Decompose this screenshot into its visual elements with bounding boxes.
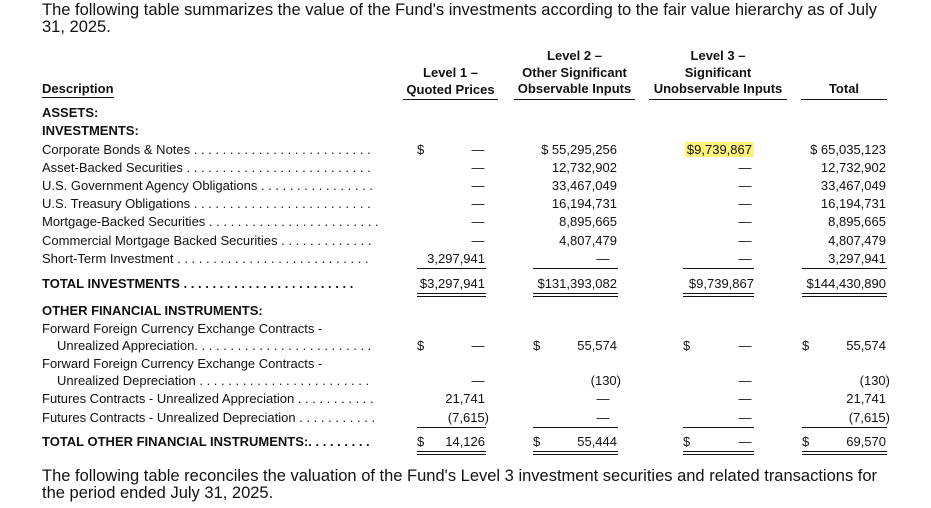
row-label-corporate-bonds: Corporate Bonds & Notes . . . . . . . . . . . . . . . . . . . . . . . . . (42, 142, 371, 157)
dash-l2-sti: — (596, 251, 610, 266)
dash-l2-fut-app: — (596, 391, 610, 406)
dash-l3-mbs: — (738, 214, 752, 229)
rule-l2 (533, 268, 618, 269)
l1-fut-app: 21,741 (445, 391, 485, 406)
header-level3: Level 3 – Significant Unobservable Inputs (649, 48, 787, 100)
header-description: Description (42, 81, 114, 96)
total-total-other: 69,570 (846, 434, 886, 449)
row-label-fx-app-1: Forward Foreign Currency Exchange Contracts - (42, 321, 323, 336)
dash-l1-abs: — (471, 160, 485, 175)
l2-cmbs: 4,807,479 (559, 233, 617, 248)
l3-corp (664, 142, 754, 158)
row-label-cmbs: Commercial Mortgage Backed Securities . . . . . . . . . . . . . (42, 233, 372, 248)
dollar-sign: $ (533, 338, 541, 353)
l1-fut-dep: (7,615) (447, 410, 489, 425)
rule-l2-other (533, 427, 618, 428)
section-other-financial: OTHER FINANCIAL INSTRUMENTS: (42, 303, 263, 318)
dash-l1-corp: — (471, 142, 485, 157)
double-rule-l3-other (683, 451, 754, 455)
rule-total-other (802, 427, 887, 428)
l2-corp: $ 55,295,256 (541, 142, 617, 157)
dollar-sign: $ (802, 434, 810, 449)
header-total: Total (801, 81, 887, 100)
row-label-fx-dep-2: Unrealized Depreciation . . . . . . . . . . . . . . . . . . . . . . . . (57, 373, 370, 388)
l3-total-inv: $9,739,867 (688, 276, 754, 291)
l2-total-other: 55,444 (577, 434, 617, 449)
row-label-short-term: Short-Term Investment . . . . . . . . . . . . . . . . . . . . . . . . . . . (42, 251, 369, 266)
dash-l3-fx-app: — (738, 338, 752, 353)
total-treasury: 16,194,731 (820, 196, 886, 211)
l2-agency: 33,467,049 (551, 178, 617, 193)
dash-l2-fut-dep: — (596, 410, 610, 425)
l2-mbs: 8,895,665 (559, 214, 617, 229)
l1-sti: 3,297,941 (427, 251, 485, 266)
double-rule-total-other (802, 451, 887, 455)
rule-l3 (683, 268, 754, 269)
dash-l3-abs: — (738, 160, 752, 175)
dollar-sign: $ (802, 338, 810, 353)
l2-fx-dep: (130) (590, 373, 621, 388)
rule-total (802, 268, 887, 269)
dash-l1-mbs: — (471, 214, 485, 229)
dash-l1-agency: — (471, 178, 485, 193)
l2-total-inv: $131,393,082 (537, 276, 617, 291)
total-mbs: 8,895,665 (828, 214, 886, 229)
total-abs: 12,732,902 (820, 160, 886, 175)
dollar-sign: $ (683, 338, 691, 353)
double-rule-l1 (417, 293, 486, 297)
l1-total-other: 14,126 (445, 434, 485, 449)
total-fx-dep: (130) (859, 373, 890, 388)
total-fut-dep: (7,615) (848, 410, 890, 425)
row-label-total-investments: TOTAL INVESTMENTS . . . . . . . . . . . . . . . . . . . . . . . . (42, 276, 354, 291)
dollar-sign: $ (417, 434, 425, 449)
l2-abs: 12,732,902 (551, 160, 617, 175)
double-rule-l2-other (533, 451, 618, 455)
row-label-total-other: TOTAL OTHER FINANCIAL INSTRUMENTS:. . . . . . . . . (42, 434, 370, 449)
row-label-fx-app-2: Unrealized Appreciation. . . . . . . . . . . . . . . . . . . . . . . . . (57, 338, 372, 353)
section-assets: ASSETS: (42, 105, 99, 120)
dash-l1-treasury: — (471, 196, 485, 211)
dash-l3-sti: — (738, 251, 752, 266)
dash-l3-agency: — (738, 178, 752, 193)
dash-l1-fx-dep: — (471, 373, 485, 388)
header-level2: Level 2 – Other Significant Observable Inputs (514, 48, 635, 100)
dash-l3-total-other: — (738, 434, 752, 449)
total-sti: 3,297,941 (828, 251, 886, 266)
total-corp: $ 65,035,123 (810, 142, 886, 157)
dash-l1-fx-app: — (471, 338, 485, 353)
dash-l1-cmbs: — (471, 233, 485, 248)
highlighted-value: $9,739,867 (686, 142, 752, 157)
section-investments: INVESTMENTS: (42, 123, 139, 138)
double-rule-l2 (533, 293, 618, 297)
dollar-sign: $ (417, 338, 425, 353)
row-label-agency: U.S. Government Agency Obligations . . . . . . . . . . . . . . . . (42, 178, 373, 193)
dash-l3-fx-dep: — (738, 373, 752, 388)
dash-l3-treasury: — (738, 196, 752, 211)
header-level1: Level 1 – Quoted Prices (403, 65, 498, 100)
dollar-sign: $ (533, 434, 541, 449)
row-label-asset-backed: Asset-Backed Securities . . . . . . . . . . . . . . . . . . . . . . . . . . (42, 160, 371, 175)
rule-l1-other (417, 427, 486, 428)
dollar-sign: $ (683, 434, 691, 449)
rule-l3-other (683, 427, 754, 428)
l2-fx-app: 55,574 (577, 338, 617, 353)
total-total-inv: $144,430,890 (806, 276, 886, 291)
row-label-mbs: Mortgage-Backed Securities . . . . . . . . . . . . . . . . . . . . . . . . (42, 214, 379, 229)
l2-treasury: 16,194,731 (551, 196, 617, 211)
total-cmbs: 4,807,479 (828, 233, 886, 248)
dollar-sign: $ (417, 142, 425, 157)
outro-paragraph: The following table reconciles the valuation of the Fund's Level 3 investment securities and related transactions for the period ended July 31, 2025. (42, 467, 878, 502)
dash-l3-fut-app: — (738, 391, 752, 406)
double-rule-l1-other (417, 451, 486, 455)
l1-total-inv: $3,297,941 (419, 276, 485, 291)
row-label-treasury: U.S. Treasury Obligations . . . . . . . . . . . . . . . . . . . . . . . . . (42, 196, 371, 211)
row-label-futures-app: Futures Contracts - Unrealized Appreciation . . . . . . . . . . . (42, 391, 374, 406)
double-rule-l3 (683, 293, 754, 297)
total-agency: 33,467,049 (820, 178, 886, 193)
total-fut-app: 21,741 (846, 391, 886, 406)
total-fx-app: 55,574 (846, 338, 886, 353)
intro-paragraph: The following table summarizes the value of the Fund's investments according to the fair value hierarchy as of July 31, 2025. (42, 1, 877, 36)
double-rule-total (802, 293, 887, 297)
dash-l3-cmbs: — (738, 233, 752, 248)
row-label-fx-dep-1: Forward Foreign Currency Exchange Contracts - (42, 356, 323, 371)
row-label-futures-dep: Futures Contracts - Unrealized Depreciation . . . . . . . . . . . (42, 410, 376, 425)
rule-l1 (417, 268, 486, 269)
dash-l3-fut-dep: — (738, 410, 752, 425)
